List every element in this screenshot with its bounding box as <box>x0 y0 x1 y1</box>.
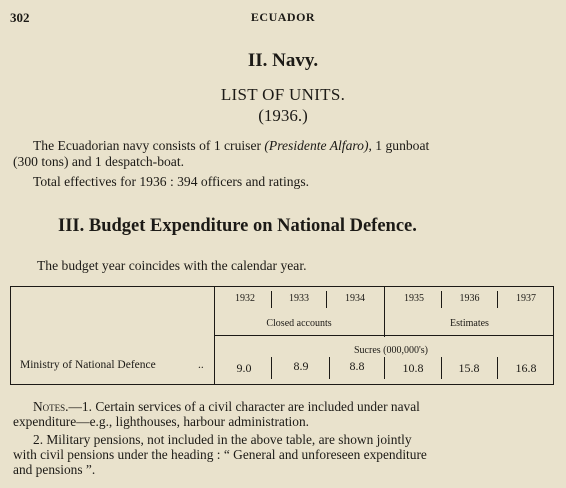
budget-year-note: The budget year coincides with the calendar year. <box>37 258 307 273</box>
year-header: 1935 <box>404 293 424 304</box>
budget-value: 15.8 <box>458 361 480 375</box>
estimates-header: Estimates <box>450 318 489 329</box>
total-effectives: Total effectives for 1936 : 394 officers and ratings. <box>33 174 310 189</box>
list-of-units-title: LIST OF UNITS. <box>220 85 346 104</box>
unit-label: Sucres (000,000's) <box>353 345 428 356</box>
budget-section-title: III. Budget Expenditure on National Defence. <box>58 216 417 236</box>
list-of-units-year: (1936.) <box>258 106 308 125</box>
note-2-line2: with civil pensions under the heading : “ General and unforeseen expenditure <box>13 447 427 462</box>
dot-leader: .. <box>198 359 204 371</box>
note-2-line1: 2. Military pensions, not included in the above table, are shown jointly <box>33 432 412 447</box>
budget-value: 16.8 <box>515 361 537 375</box>
year-header: 1933 <box>289 293 309 304</box>
year-header: 1934 <box>345 293 365 304</box>
budget-value: 8.8 <box>349 359 365 373</box>
closed-accounts-header: Closed accounts <box>266 318 332 329</box>
page-number: 302 <box>10 10 30 25</box>
budget-value: 9.0 <box>236 361 252 375</box>
note-1-line2: expenditure—e.g., lighthouses, harbour administration. <box>13 414 310 429</box>
budget-value: 10.8 <box>402 361 424 375</box>
running-head: ECUADOR <box>250 10 316 24</box>
year-header: 1936 <box>459 293 480 304</box>
row-label: Ministry of National Defence <box>20 359 156 371</box>
note-2-line3: and pensions ”. <box>13 462 96 477</box>
ship-name: (Presidente Alfaro) <box>264 138 369 153</box>
note-1-line1: Notes.—1. Certain services of a civil character are included under naval <box>33 399 420 414</box>
navy-paragraph-line1: The Ecuadorian navy consists of 1 cruiser (Presidente Alfaro), 1 gunboat <box>33 138 430 153</box>
year-header: 1932 <box>235 293 255 304</box>
budget-table <box>10 286 554 385</box>
navy-section-title: II. Navy. <box>247 50 319 71</box>
budget-value: 8.9 <box>293 359 309 373</box>
year-header: 1937 <box>516 293 536 304</box>
notes-heading: Notes. <box>33 399 69 414</box>
navy-paragraph-line2: (300 tons) and 1 despatch-boat. <box>13 154 185 169</box>
